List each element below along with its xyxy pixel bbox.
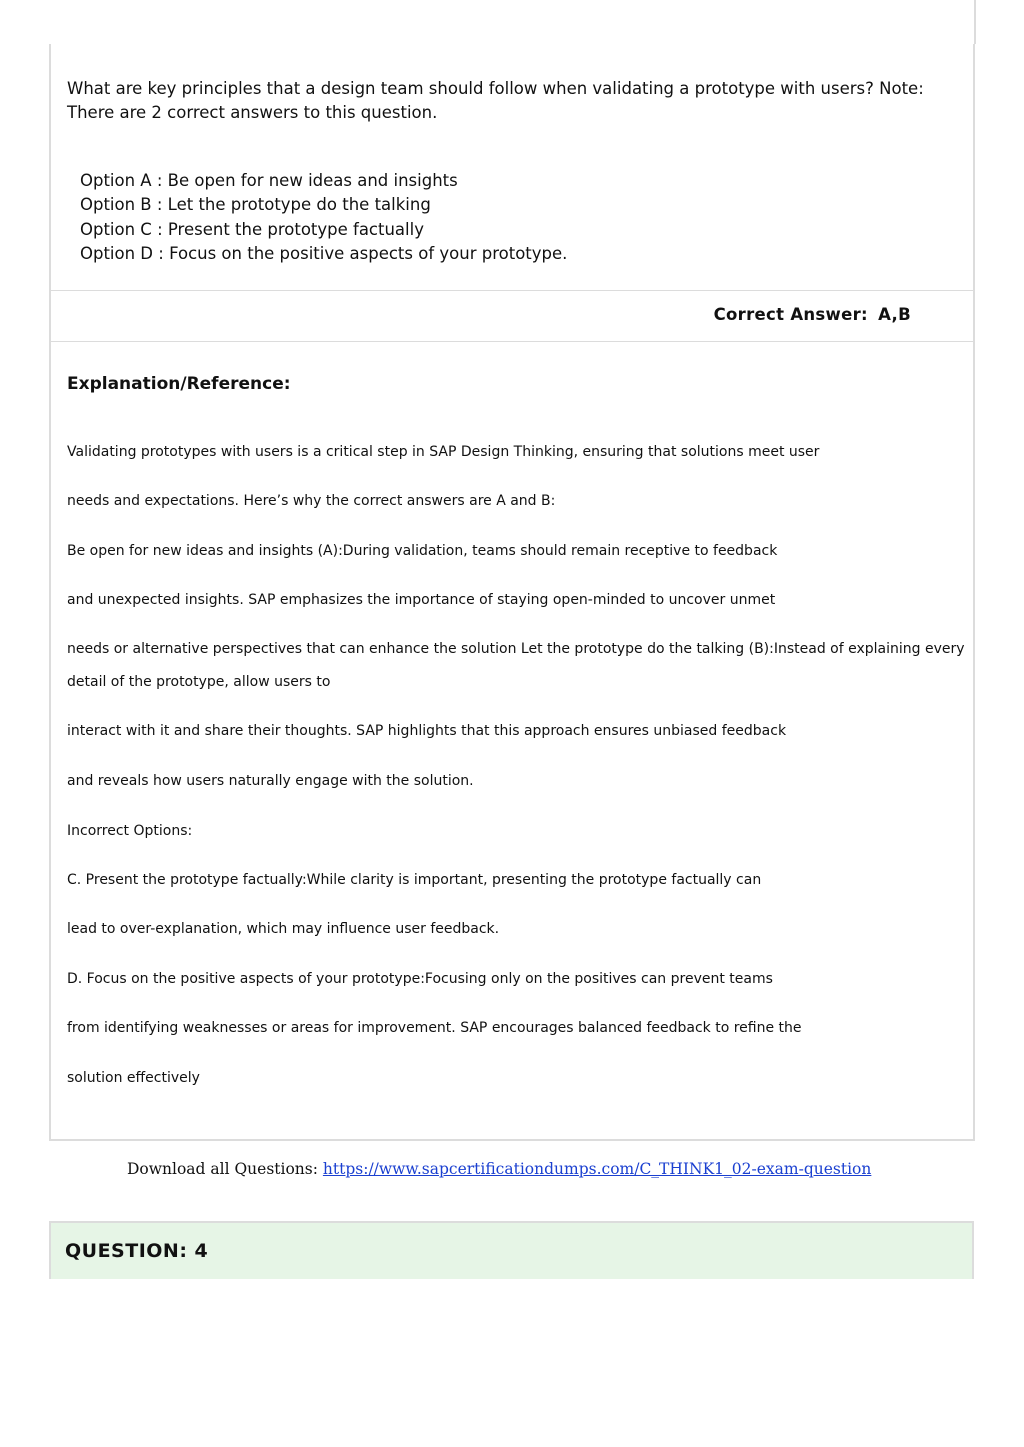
correct-answer-value: A,B	[878, 305, 911, 324]
previous-block-frame	[49, 0, 976, 44]
explanation-line: C. Present the prototype factually:While clarity is important, presenting the prototype factually can	[67, 872, 762, 888]
option-b: Option B : Let the prototype do the talking	[80, 195, 431, 215]
explanation-line: from identifying weaknesses or areas for improvement. SAP encourages balanced feedback to refine the	[67, 1020, 802, 1036]
question-card	[49, 44, 975, 1141]
explanation-line: Incorrect Options:	[67, 823, 193, 839]
explanation-line: and unexpected insights. SAP emphasizes the importance of staying open-minded to uncover unmet	[67, 592, 776, 608]
download-link[interactable]: https://www.sapcertificationdumps.com/C_THINK1_02-exam-question	[322, 1160, 872, 1178]
correct-answer-row	[51, 290, 973, 342]
explanation-line: lead to over-explanation, which may influence user feedback.	[67, 921, 500, 937]
correct-answer	[714, 305, 911, 324]
download-label: Download all Questions:	[127, 1160, 318, 1178]
explanation-line: interact with it and share their thoughts. SAP highlights that this approach ensures unbiased feedback	[67, 723, 787, 739]
correct-answer-label: Correct Answer:	[713, 305, 868, 324]
next-question-header	[49, 1221, 974, 1279]
options-list	[80, 169, 567, 266]
explanation-line: needs or alternative perspectives that can enhance the solution Let the prototype do the talking (B):Instead of explaining every detail of the prototype, allow users to	[67, 641, 965, 690]
download-line	[127, 1160, 871, 1178]
option-a: Option A : Be open for new ideas and insights	[80, 171, 458, 190]
explanation-line: Be open for new ideas and insights (A):During validation, teams should remain receptive to feedback	[67, 543, 778, 559]
option-c: Option C : Present the prototype factually	[80, 219, 424, 239]
explanation-line: Validating prototypes with users is a critical step in SAP Design Thinking, ensuring that solutions meet user	[67, 444, 820, 460]
explanation-line: D. Focus on the positive aspects of your prototype:Focusing only on the positives can prevent teams	[67, 971, 773, 987]
next-question-title: QUESTION: 4	[65, 1240, 209, 1262]
question-text: What are key principles that a design team should follow when validating a prototype with users? Note: There are 2 correct answers to this question.	[67, 79, 924, 122]
option-d: Option D : Focus on the positive aspects of your prototype.	[80, 243, 568, 263]
explanation-line: solution effectively	[67, 1070, 200, 1086]
explanation-line: and reveals how users naturally engage with the solution.	[67, 773, 474, 789]
explanation-title: Explanation/Reference:	[67, 374, 291, 394]
explanation-line: needs and expectations. Here’s why the correct answers are A and B:	[67, 493, 556, 509]
